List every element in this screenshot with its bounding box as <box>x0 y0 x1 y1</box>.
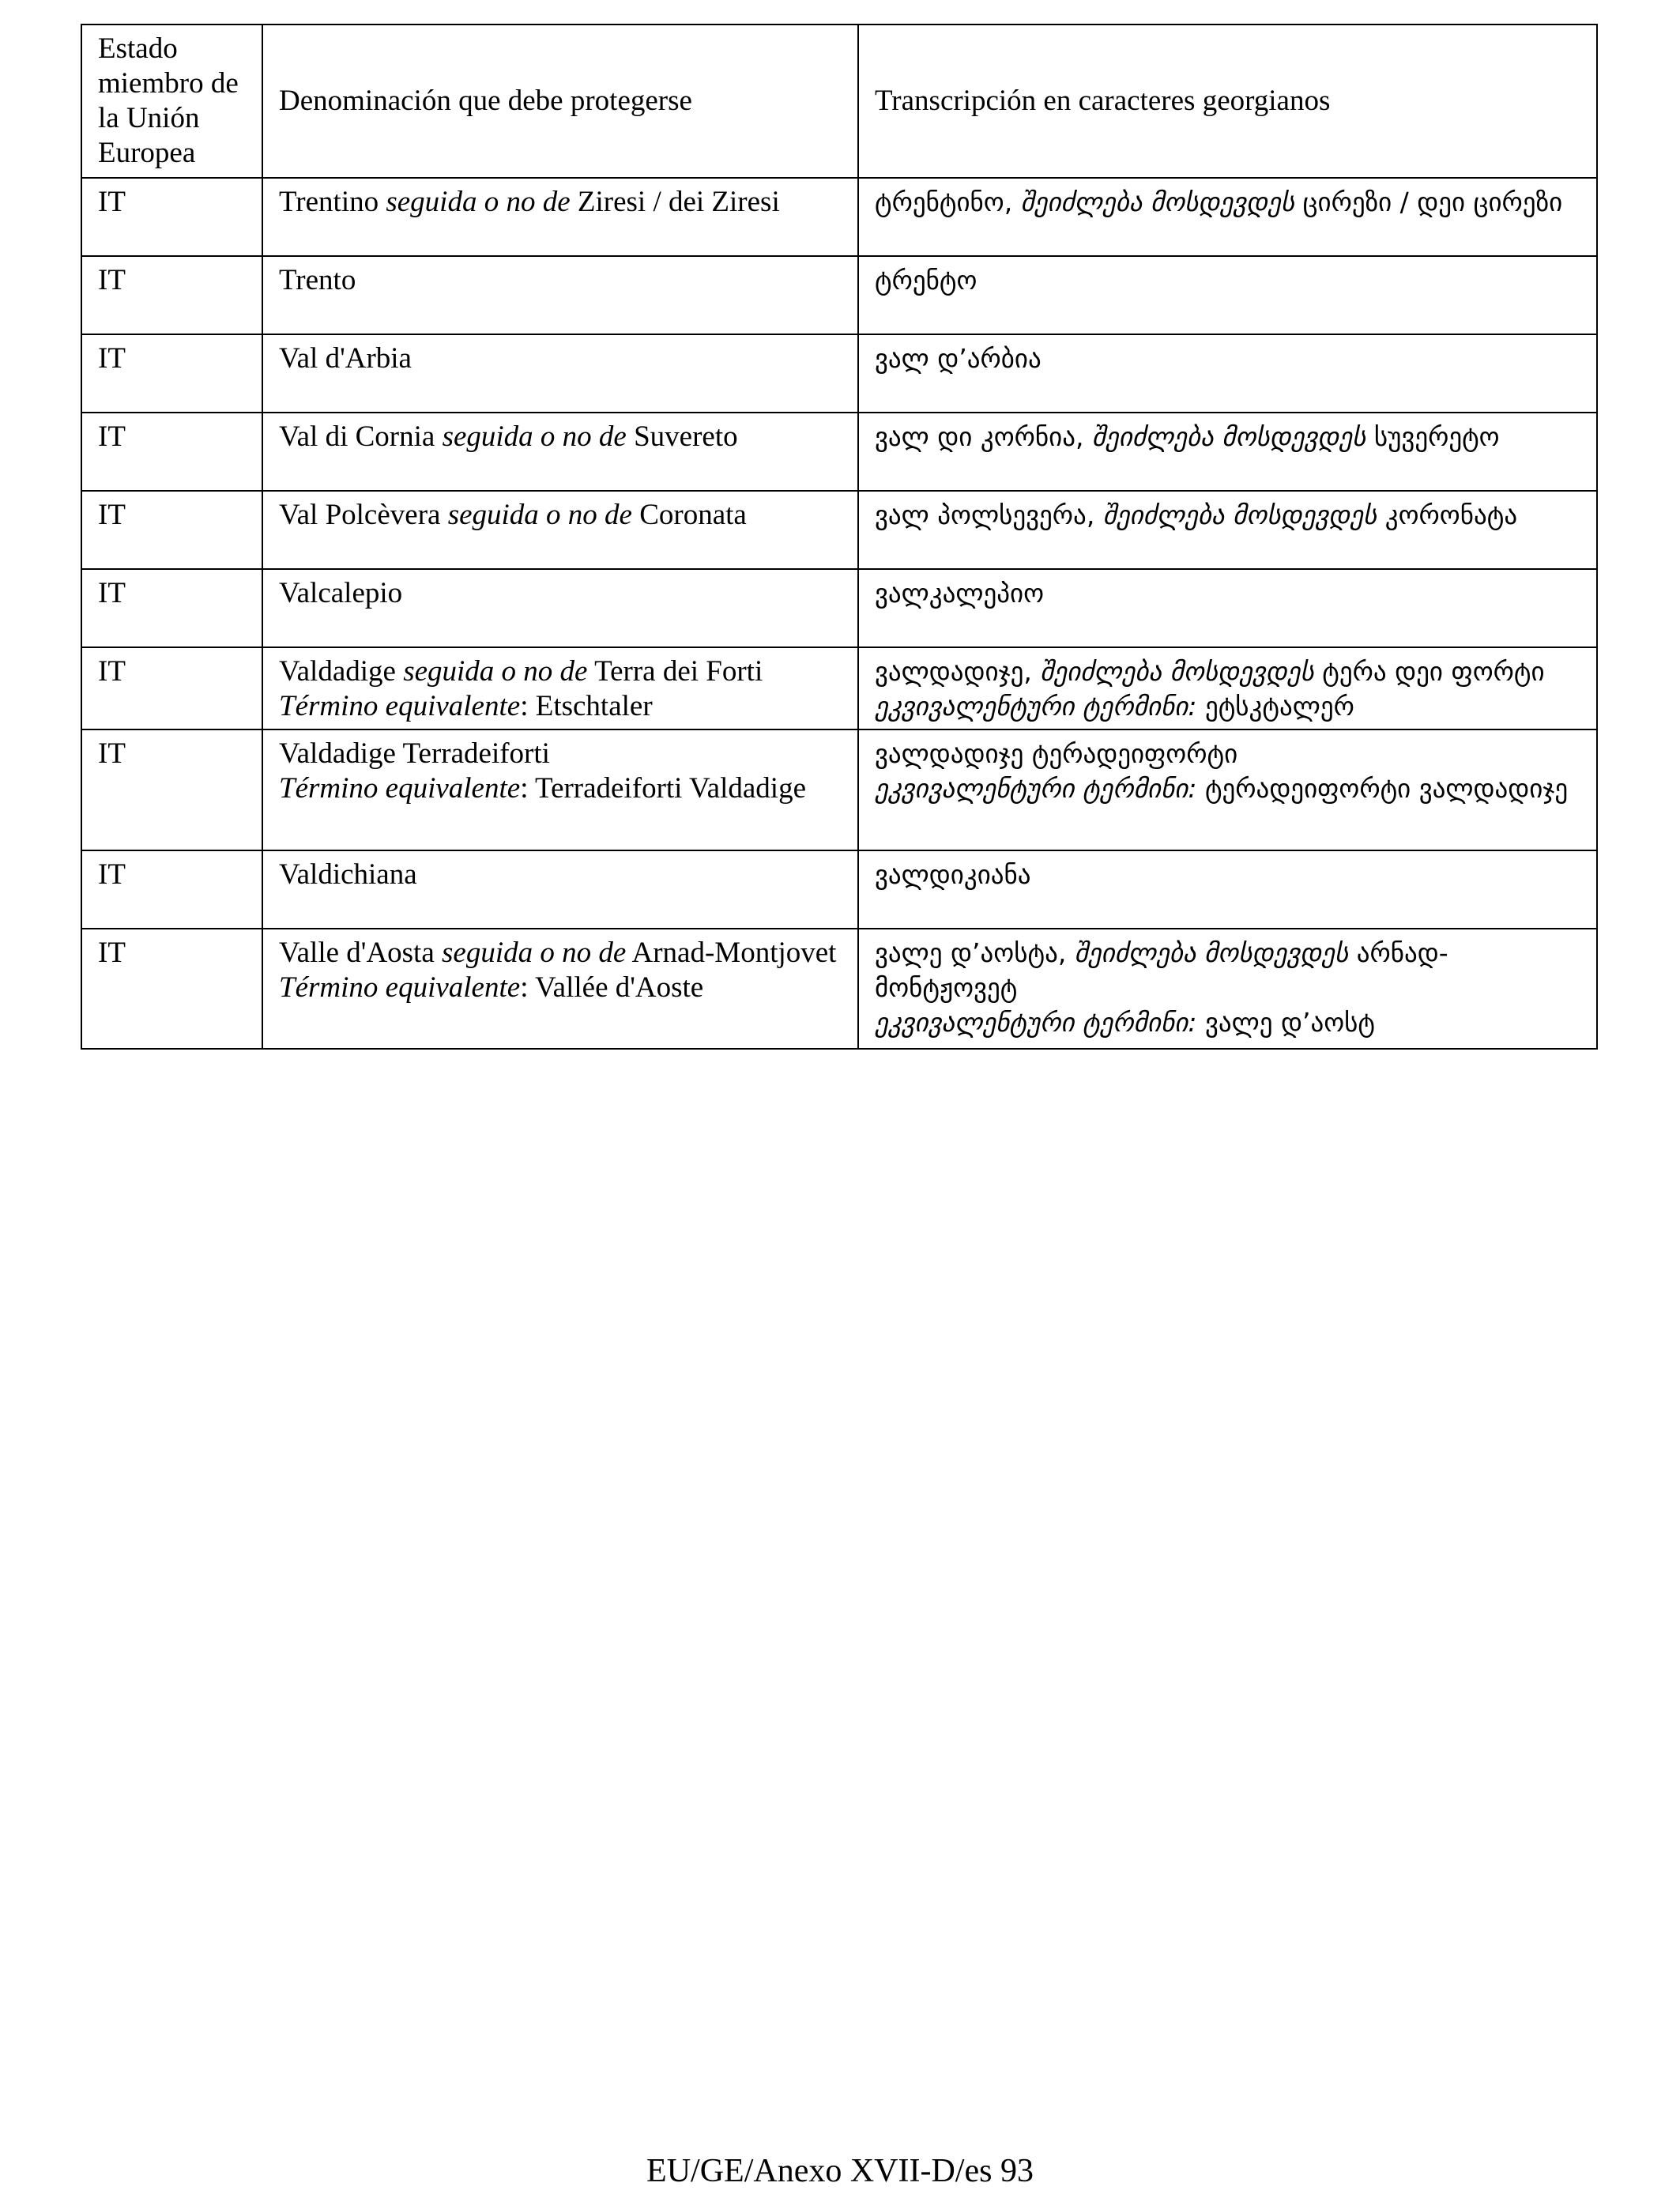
member-state-cell: IT <box>81 413 262 491</box>
denomination-cell: Trentino seguida o no de Ziresi / dei Ziresi <box>262 178 858 256</box>
member-state-cell: IT <box>81 850 262 929</box>
denomination-cell: Valcalepio <box>262 569 858 647</box>
transcription-cell: ვალ პოლსევერა, შეიძლება მოსდევდეს კორონატა <box>858 491 1597 569</box>
table-header-row <box>81 25 1597 178</box>
denomination-cell: Valdichiana <box>262 850 858 929</box>
table-row <box>81 178 1597 256</box>
denomination-cell: Val Polcèvera seguida o no de Coronata <box>262 491 858 569</box>
member-state-cell: IT <box>81 647 262 729</box>
transcription-cell: ვალდადიჯე ტერადეიფორტი ეკვივალენტური ტერმინი: ტერადეიფორტი ვალდადიჯე <box>858 729 1597 850</box>
header-denomination: Denominación que debe protegerse <box>262 25 858 178</box>
table-row <box>81 729 1597 850</box>
table-row <box>81 929 1597 1049</box>
member-state-cell: IT <box>81 729 262 850</box>
table-row <box>81 413 1597 491</box>
denomination-cell: Valdadige seguida o no de Terra dei Forti Término equivalente: Etschtaler <box>262 647 858 729</box>
designations-table <box>81 24 1598 1050</box>
transcription-cell: ტრენტინო, შეიძლება მოსდევდეს ცირეზი / დეი ცირეზი <box>858 178 1597 256</box>
denomination-cell: Valle d'Aosta seguida o no de Arnad-Montjovet Término equivalente: Vallée d'Aoste <box>262 929 858 1049</box>
table-row <box>81 647 1597 729</box>
denomination-cell: Val d'Arbia <box>262 334 858 413</box>
denomination-cell: Trento <box>262 256 858 334</box>
member-state-cell: IT <box>81 569 262 647</box>
table-row <box>81 569 1597 647</box>
page-footer-reference: EU/GE/Anexo XVII-D/es 93 <box>646 2153 1034 2189</box>
member-state-cell: IT <box>81 178 262 256</box>
table-row <box>81 334 1597 413</box>
denomination-cell: Val di Cornia seguida o no de Suvereto <box>262 413 858 491</box>
member-state-cell: IT <box>81 334 262 413</box>
header-member-state: Estado miembro de la Unión Europea <box>81 25 262 178</box>
member-state-cell: IT <box>81 491 262 569</box>
transcription-cell: ვალდადიჯე, შეიძლება მოსდევდეს ტერა დეი ფორტი ეკვივალენტური ტერმინი: ეტსკტალერ <box>858 647 1597 729</box>
denomination-cell: Valdadige Terradeiforti Término equivalente: Terradeiforti Valdadige <box>262 729 858 850</box>
table-row <box>81 850 1597 929</box>
table-row <box>81 256 1597 334</box>
table-row <box>81 491 1597 569</box>
transcription-cell: ვალკალეპიო <box>858 569 1597 647</box>
transcription-cell: ვალდიკიანა <box>858 850 1597 929</box>
transcription-cell: ვალ დი კორნია, შეიძლება მოსდევდეს სუვერეტო <box>858 413 1597 491</box>
transcription-cell: ვალ დ’არბია <box>858 334 1597 413</box>
header-transcription: Transcripción en caracteres georgianos <box>858 25 1597 178</box>
member-state-cell: IT <box>81 256 262 334</box>
transcription-cell: ტრენტო <box>858 256 1597 334</box>
transcription-cell: ვალე დ’აოსტა, შეიძლება მოსდევდეს არნად-მონტჟოვეტ ეკვივალენტური ტერმინი: ვალე დ’აოსტ <box>858 929 1597 1049</box>
member-state-cell: IT <box>81 929 262 1049</box>
